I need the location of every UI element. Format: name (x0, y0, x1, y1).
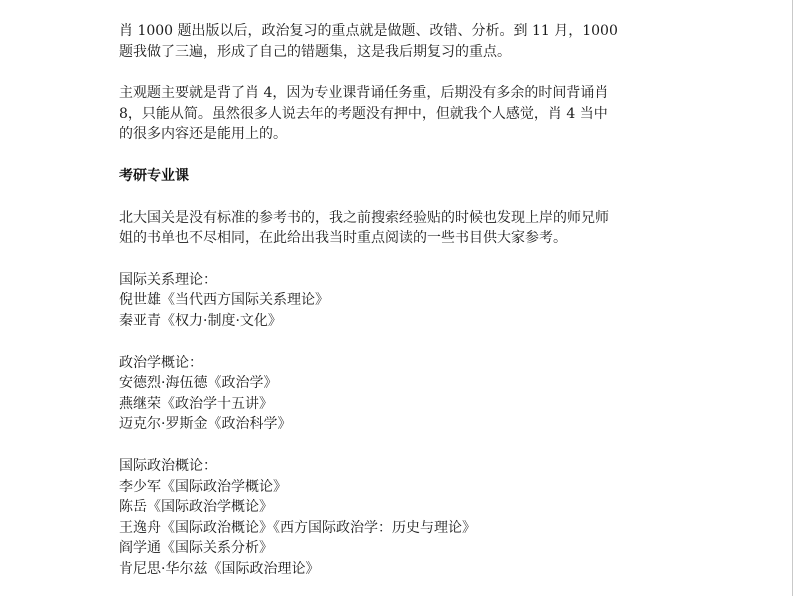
book-item: 安德烈·海伍德《政治学》 (119, 375, 278, 392)
paragraph-line: 题我做了三遍，形成了自己的错题集，这是我后期复习的重点。 (119, 43, 511, 60)
politics-review-paragraph (119, 21, 679, 62)
paragraph-line: 的很多内容还是能用上的。 (119, 126, 287, 143)
paragraph-line: 主观题主要就是背了肖 4，因为专业课背诵任务重，后期没有多余的时间背诵肖 (119, 85, 609, 102)
book-item: 秦亚青《权力·制度·文化》 (119, 312, 282, 329)
book-item: 迈克尔·罗斯金《政治科学》 (119, 416, 292, 433)
book-group-heading: 国际关系理论： (119, 271, 217, 288)
reference-intro-paragraph (119, 208, 679, 249)
book-item: 燕继荣《政治学十五讲》 (119, 395, 273, 412)
paragraph-line: 8，只能从简。虽然很多人说去年的考题没有押中，但就我个人感觉，肖 4 当中 (119, 105, 608, 122)
book-group-international-politics (119, 456, 679, 580)
book-item: 李少军《国际政治学概论》 (119, 478, 287, 495)
book-item: 肯尼思·华尔兹《国际政治理论》 (119, 560, 320, 577)
paragraph-line: 北大国关是没有标准的参考书的，我之前搜索经验贴的时候也发现上岸的师兄师 (119, 209, 609, 226)
book-item: 阎学通《国际关系分析》 (119, 540, 273, 557)
book-list (119, 290, 679, 331)
paragraph-line: 肖 1000 题出版以后，政治复习的重点就是做题、改错、分析。到 11 月，1000 (119, 23, 618, 39)
subjective-questions-paragraph (119, 83, 679, 145)
section-heading: 考研专业课 (119, 167, 189, 184)
book-group-political-science (119, 353, 679, 435)
book-item: 倪世雄《当代西方国际关系理论》 (119, 292, 329, 309)
document-body (119, 21, 679, 579)
book-group-heading: 政治学概论： (119, 354, 203, 371)
book-group-heading: 国际政治概论： (119, 457, 217, 474)
paragraph-line: 姐的书单也不尽相同，在此给出我当时重点阅读的一些书目供大家参考。 (119, 230, 567, 247)
book-item: 陈岳《国际政治学概论》 (119, 499, 273, 516)
book-group-ir-theory (119, 270, 679, 332)
book-list (119, 477, 679, 580)
book-list (119, 373, 679, 435)
book-item: 王逸舟《国际政治概论》《西方国际政治学：历史与理论》 (119, 519, 476, 536)
